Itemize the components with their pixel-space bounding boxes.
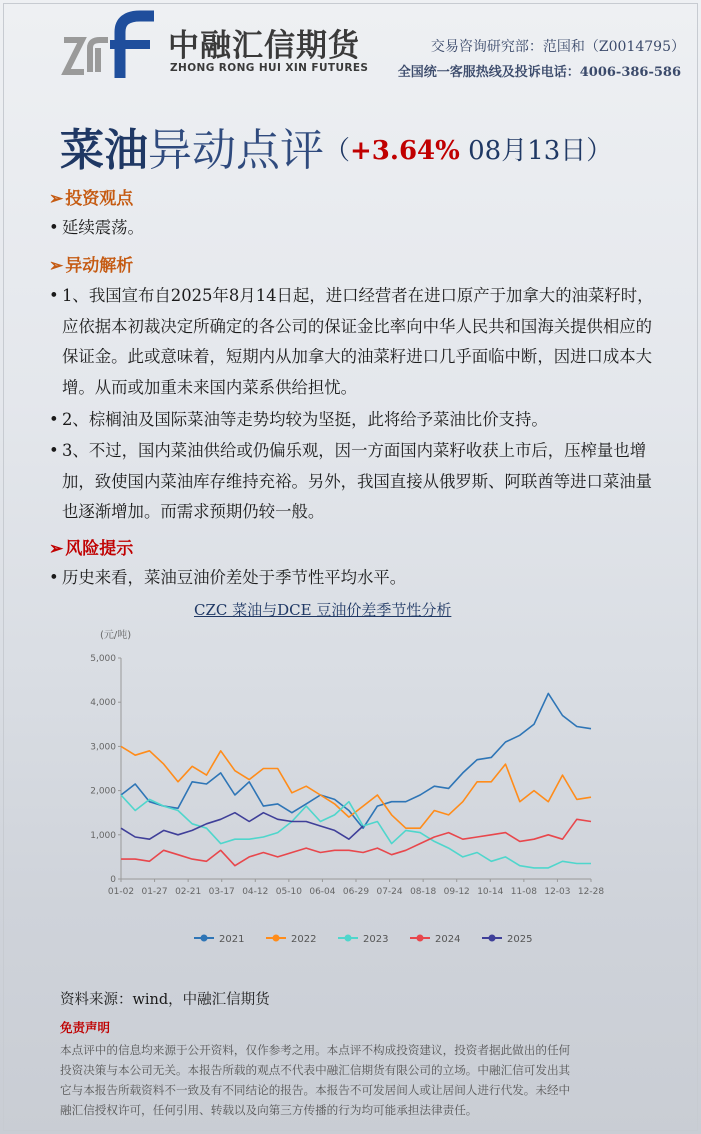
y-tick-label: 1,000 [90, 830, 116, 841]
data-source: 资料来源：wind，中融汇信期货 [60, 992, 270, 1008]
legend-marker-2024 [417, 935, 424, 942]
legend-label-2023: 2023 [363, 934, 389, 945]
legend-marker-2022 [273, 935, 280, 942]
arrow-right-icon: ➢ [49, 189, 64, 209]
seasonal-chart [90, 622, 614, 952]
y-tick-label: 0 [110, 875, 116, 885]
x-tick-label: 01-27 [141, 887, 168, 897]
chart-title: CZC 菜油与DCE 豆油价差季节性分析 [194, 601, 452, 619]
x-tick-label: 09-12 [443, 887, 470, 897]
x-tick-label: 08-18 [410, 887, 437, 897]
x-tick-label: 11-08 [510, 887, 537, 897]
legend-marker-2021 [201, 935, 208, 942]
y-tick-label: 2,000 [90, 786, 116, 797]
section-risk-heading: ➢ 风险提示 [49, 539, 134, 559]
series-line-2022 [121, 746, 591, 828]
hotline-contact: 全国统一客服热线及投诉电话：4006-386-586 [397, 65, 681, 80]
legend-label-2021: 2021 [219, 934, 245, 945]
disclaimer-line: 融汇信授权许可，任何引用、转载以及向第三方传播的行为均可能承担法律责任。 [60, 1103, 478, 1117]
x-tick-label: 05-10 [275, 887, 302, 897]
x-tick-label: 06-29 [342, 887, 370, 897]
x-tick-label: 10-14 [477, 887, 504, 897]
title-paren: （ [324, 136, 351, 166]
chart-svg [90, 622, 614, 952]
x-tick-label: 12-03 [544, 887, 571, 897]
analysis-bullet-1: • 1、我国宣布自2025年8月14日起，进口经营者在进口原产于加拿大的油菜籽时，应依据本初裁决定所确定的各公司的保证金比率向中华人民共和国海关提供相应的保证金。此或意味着，短期内从加拿大的油菜籽进口几乎面临中断，因进口成本大增。从而或加重未来国内菜系供给担忧。 [49, 281, 659, 403]
header [0, 0, 701, 95]
title-type: 异动点评 [148, 125, 324, 176]
risk-bullet: • 历史来看，菜油豆油价差处于季节性平均水平。 [49, 563, 659, 594]
disclaimer-title: 免责声明 [60, 1020, 111, 1035]
legend-label-2024: 2024 [435, 934, 461, 945]
title-commodity: 菜油 [60, 125, 148, 176]
title-date: 08月13日） [459, 136, 613, 166]
x-tick-label: 02-21 [175, 887, 202, 897]
disclaimer-line: 投资决策与本公司无关。本报告所载的观点不代表中融汇信期货有限公司的立场。中融汇信可发出其 [60, 1063, 571, 1077]
series-line-2021 [121, 693, 591, 828]
analysis-bullet-2: • 2、棕榈油及国际菜油等走势均较为坚挺，此将给予菜油比价支持。 [49, 405, 659, 436]
x-tick-label: 03-17 [208, 887, 235, 897]
section-analysis-heading: ➢ 异动解析 [49, 256, 134, 276]
view-bullet: • 延续震荡。 [49, 213, 659, 244]
company-logo-mark [60, 12, 160, 82]
disclaimer-line: 本点评中的信息均来源于公开资料，仅作参考之用。本点评不构成投资建议，投资者据此做出的任何 [60, 1043, 571, 1057]
legend-marker-2025 [489, 935, 496, 942]
x-tick-label: 04-12 [242, 887, 269, 897]
disclaimer-text [60, 1040, 658, 1120]
section-view-heading: ➢ 投资观点 [49, 189, 134, 209]
x-tick-label: 06-04 [309, 887, 336, 897]
disclaimer-line: 它与本报告所载资料不一致及有不同结论的报告。本报告不可发居间人或让居间人进行代发。未经中 [60, 1083, 571, 1097]
legend-label-2025: 2025 [507, 934, 533, 945]
x-tick-label: 01-02 [107, 887, 135, 897]
y-tick-label: 3,000 [90, 742, 116, 753]
x-tick-label: 07-24 [376, 887, 403, 897]
company-name-cn: 中融汇信期货 [168, 28, 360, 64]
title-change: +3.64% [350, 136, 460, 166]
analysis-bullet-3: • 3、不过，国内菜油供给或仍偏乐观，因一方面国内菜籽收获上市后，压榨量也增加，致使国内菜油库存维持充裕。另外，我国直接从俄罗斯、阿联酋等进口菜油量也逐渐增加。而需求预期仍较一般。 [49, 436, 659, 528]
legend-label-2022: 2022 [291, 934, 317, 945]
page-title [60, 114, 612, 178]
legend-marker-2023 [345, 935, 352, 942]
arrow-right-icon: ➢ [49, 539, 64, 559]
series-line-2025 [121, 813, 363, 840]
company-name-en: ZHONG RONG HUI XIN FUTURES [170, 62, 369, 74]
arrow-right-icon: ➢ [49, 256, 64, 276]
x-tick-label: 12-28 [577, 887, 605, 897]
y-axis-label: (元/吨) [100, 630, 132, 641]
y-tick-label: 4,000 [90, 698, 116, 709]
analyst-contact: 交易咨询研究部：范国和（Z0014795） [430, 39, 685, 55]
y-tick-label: 5,000 [90, 654, 116, 664]
series-line-2024 [121, 819, 591, 865]
